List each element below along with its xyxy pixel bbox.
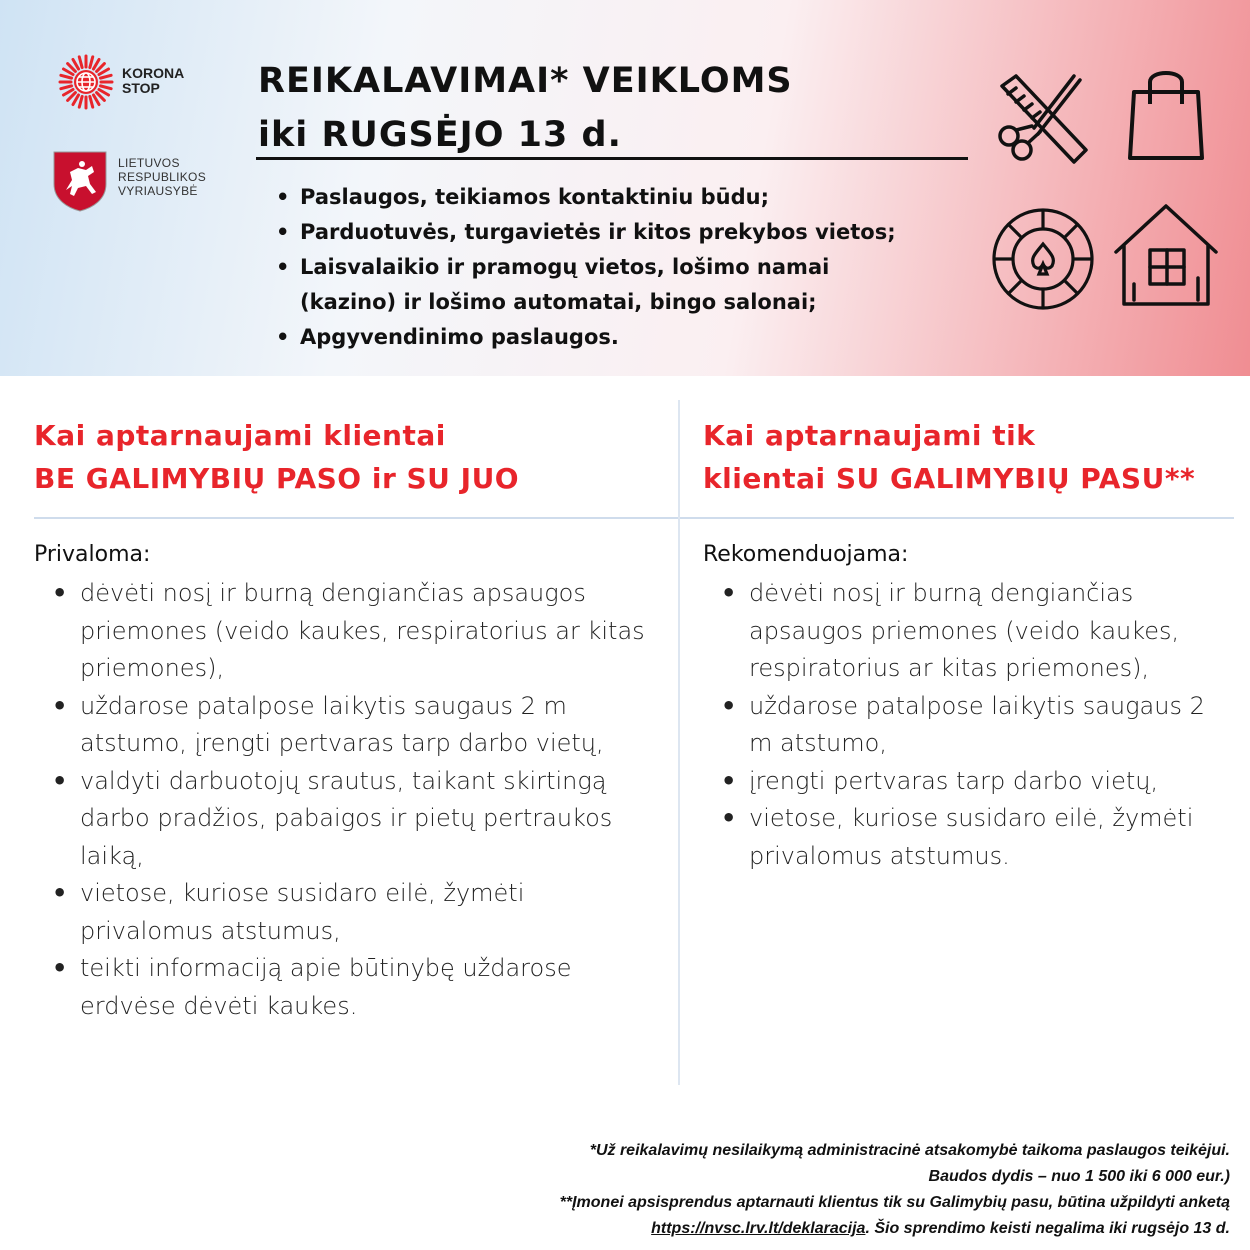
- footnote-fine: Baudos dydis – nuo 1 500 iki 6 000 eur.): [928, 1168, 1230, 1185]
- sun-ray: [61, 86, 72, 89]
- column-divider: [678, 400, 680, 1085]
- scissors-comb-icon: [994, 70, 1094, 170]
- sun-ray: [79, 96, 82, 107]
- list-item: • teikti informaciją apie būtinybę uždarose erdvėse dėvėti kaukes.: [34, 950, 654, 1025]
- list-item: • įrengti pertvaras tarp darbo vietų,: [703, 763, 1223, 801]
- footnotes: [230, 1138, 1230, 1242]
- sun-ray: [90, 57, 93, 68]
- right-divider: [680, 517, 1234, 519]
- korona-word: KORONA: [122, 65, 185, 81]
- activity-item: • Parduotuvės, turgavietės ir kitos prekybos vietos;: [274, 215, 974, 250]
- footnote-1: *Už reikalavimų nesilaikymą administracinė atsakomybė taikoma paslaugos teikėjui.: [589, 1142, 1230, 1159]
- sun-ray: [94, 59, 100, 69]
- list-item: • dėvėti nosį ir burną dengiančias apsaugos priemones (veido kaukes, respiratorius ar kitas priemones),: [703, 575, 1223, 688]
- footnote-2: **Įmonei apsisprendus aptarnauti klientus tik su Galimybių pasu, būtina užpildyti anketą: [559, 1194, 1230, 1211]
- activity-item: • Apgyvendinimo paslaugos.: [274, 320, 974, 355]
- right-column-title: [703, 414, 1195, 500]
- left-column-title: [34, 414, 519, 500]
- sun-ray: [68, 64, 76, 72]
- right-lead: Rekomenduojama:: [703, 542, 909, 567]
- activity-item: • Laisvalaikio ir pramogų vietos, lošimo namai (kazino) ir lošimo automatai, bingo salonai;: [274, 250, 920, 320]
- sun-ray: [97, 93, 105, 101]
- left-lead: Privaloma:: [34, 542, 151, 567]
- sun-ray: [99, 69, 109, 75]
- sun-ray: [97, 64, 105, 72]
- left-title-line-2: BE GALIMYBIŲ PASO ir SU JUO: [34, 462, 520, 495]
- sun-ray: [90, 96, 93, 107]
- page-title-line-2: iki RUGSĖJO 13 d.: [258, 115, 622, 155]
- list-item: • uždarose patalpose laikytis saugaus 2 m atstumo, įrengti pertvaras tarp darbo vietų,: [34, 688, 654, 763]
- list-item: • valdyti darbuotojų srautus, taikant skirtingą darbo pradžios, pabaigos ir pietų pertraukos laiką,: [34, 763, 654, 876]
- government-wordmark: [118, 156, 206, 198]
- gov-line-2: RESPUBLIKOS: [118, 170, 206, 184]
- right-recommendations-list: [703, 575, 1223, 875]
- activity-item: • Paslaugos, teikiamos kontaktiniu būdu;: [274, 180, 974, 215]
- right-title-line-1: Kai aptarnaujami tik: [703, 419, 1036, 452]
- coat-of-arms-icon: [52, 150, 108, 212]
- list-item: • vietose, kuriose susidaro eilė, žymėti privalomus atstumus,: [34, 875, 654, 950]
- casino-chip-icon: [990, 206, 1096, 312]
- sun-ray: [68, 93, 76, 101]
- declaration-link[interactable]: https://nvsc.lrv.lt/deklaracija: [651, 1220, 866, 1237]
- sun-ray: [73, 95, 79, 105]
- sun-ray: [79, 57, 82, 68]
- footnote-2-cont: [230, 1216, 1230, 1242]
- stop-word: STOP: [122, 80, 160, 96]
- sun-ray: [100, 86, 111, 89]
- sun-ray: [94, 95, 100, 105]
- list-item: • dėvėti nosį ir burną dengiančias apsaugos priemones (veido kaukes, respiratorius ar kitas priemones),: [34, 575, 654, 688]
- sun-ray: [100, 75, 111, 78]
- sun-ray: [63, 69, 73, 75]
- left-requirements-list: [34, 575, 654, 1025]
- virus-sun-icon: [58, 54, 114, 110]
- gov-line-3: VYRIAUSYBĖ: [118, 184, 198, 198]
- sun-ray: [63, 90, 73, 96]
- list-item: • vietose, kuriose susidaro eilė, žymėti privalomus atstumus.: [703, 800, 1223, 875]
- footnote-2-rest: . Šio sprendimo keisti negalima iki rugsėjo 13 d.: [865, 1220, 1230, 1237]
- left-title-line-1: Kai aptarnaujami klientai: [34, 419, 446, 452]
- shopping-bag-icon: [1126, 66, 1206, 166]
- government-logo: [52, 150, 232, 214]
- page-title-line-1: REIKALAVIMAI* VEIKLOMS: [258, 61, 793, 101]
- sun-ray: [73, 59, 79, 69]
- right-title-line-2: klientai SU GALIMYBIŲ PASU**: [703, 462, 1196, 495]
- korona-stop-logo: [58, 52, 208, 112]
- activities-list: [274, 180, 974, 355]
- gov-line-1: LIETUVOS: [118, 156, 180, 170]
- title-divider: [256, 157, 968, 160]
- sun-ray: [61, 75, 72, 78]
- korona-stop-wordmark: [122, 66, 184, 96]
- house-icon: [1110, 200, 1222, 310]
- header-banner: [0, 0, 1250, 376]
- left-divider: [34, 517, 678, 519]
- list-item: • uždarose patalpose laikytis saugaus 2 m atstumo,: [703, 688, 1223, 763]
- page-title: [258, 54, 793, 162]
- sun-ray: [99, 90, 109, 96]
